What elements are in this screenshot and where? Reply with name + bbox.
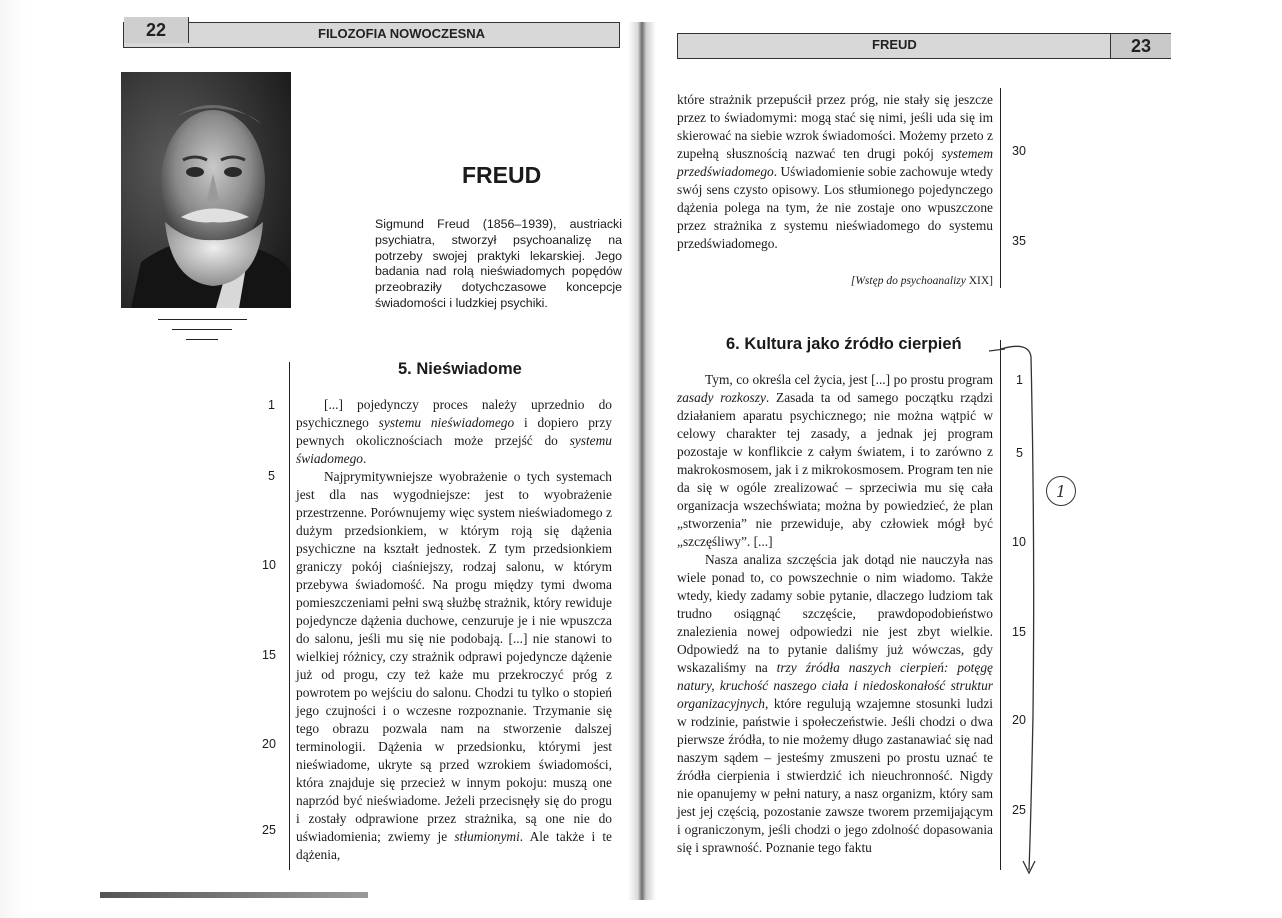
right-line-number: 15	[1012, 625, 1026, 639]
text-run: które strażnik przepuścił przez próg, nie stały się jeszcze przez to świadomymi: mogą stać się nimi, jeśli uda się im skierować na siebie wzrok świadomości. Możemy przeto z zupełną słusznością nazwać ten drugi pokój	[677, 92, 993, 161]
text-run: Najprymitywniejsze wyobrażenie o tych systemach jest dla nas wygodniejsze: jest to wyobrażenie przestrzenne. Porównujemy więc system nieświadomego z dużym przedsionkiem, w którym roją się dążenia psychiczne na kształt jednostek. Z tym przedsionkiem graniczy pokój ciaśniejszy, rodzaj salonu, w którym przebywa świadomość. Na progu między tymi dwoma pomieszczeniami pełni swą służbę strażnik, który rewiduje pojedyncze dążenia duchowe, cenzuruje je i nie wpuszcza do salonu, jeśli mu się nie podobają. [...] nie stanowi to wielkiej różnicy, czy strażnik odprawi pojedyncze dążenie już od progu, czy też każe mu przekroczyć próg z powrotem po wejściu do salonu. Chodzi tu tylko o stopień jego czujności i o wczesne rozpoznanie. Trzymanie się tego obrazu pozwala nam na stworzenie dalszej terminologii. Dążenia w przedsionku, którymi jest nieświadome, ukryte są przed wzrokiem świadomości, która znajduje się przecież w innym pokoju: muszą one naprzód być nieświadome. Jeżeli przecisnęły się do progu i zostały odprawione przez strażnika, są one nie do uświadomienia; zwiemy je	[296, 469, 612, 844]
book-gutter	[628, 22, 656, 900]
scan-edge	[0, 0, 28, 918]
bio-text: Sigmund Freud (1856–1939), austriacki psychiatra, stworzył psychoanalizę na potrzeby swojej praktyki lekarskiej. Jego badania nad rolą nieświadomych popędów przeobraziły dotychczasowe koncepcje świadomości i ludzkiej psychiki.	[375, 217, 622, 310]
section-6-paragraph-2	[677, 551, 993, 857]
pencil-circle-number: 1	[1055, 481, 1067, 501]
continuation-text	[677, 91, 993, 253]
text-run: , które regulują wzajemne stosunki ludzi w rodzinie, państwie i społeczeństwie. Jeśli chodzi o dwa pierwsze źródła, to nie możemy długo zastanawiać się nad naszym sądem – jesteśmy zmuszeni po prostu uznać te źródła cierpienia i stwierdzić ich nieuchronność. Nigdy nie opanujemy w pełni natury, a nasz organizm, który sam jest jej częścią, pozostanie zawsze tworem przemijającym i ograniczonym, jeśli chodzi o jego zdolność dopasowania się i sprawność. Poznanie tego faktu	[677, 696, 993, 855]
left-line-number: 5	[268, 469, 275, 483]
portrait-rule-3	[186, 339, 218, 340]
section-5-paragraph-2	[296, 468, 612, 864]
left-line-rule	[289, 362, 290, 870]
italic-run: systemem przedświadomego	[677, 146, 993, 179]
right-line-number: 10	[1012, 535, 1026, 549]
text-run: .	[362, 451, 367, 466]
left-line-number: 1	[268, 398, 275, 412]
section-5-title: 5. Nieświadome	[398, 360, 522, 378]
text-run: . Zasada ta od samego początku rządzi działaniem aparatu psychicznego; nie można wątpić w celowy charakter tej zasady, a jednak jej program pozostaje w konflikcie z całym światem, i to zarówno z makrokosmosem, jak i z mikrokosmosem. Program ten nie da się w ogóle zrealizować – sprzeciwia mu się cała organizacja wszechświata; można by powiedzieć, że plan „stworzenia” nie przewiduje, aby człowiek mógł być „szczęśliwy”. [...]	[677, 390, 993, 549]
right-line-number: 30	[1012, 144, 1026, 158]
source-italic: [Wstęp do psychoanalizy	[850, 275, 966, 287]
right-line-number: 35	[1012, 234, 1026, 248]
text-run: . Uświadomienie sobie zachowuje wtedy swój sens czysto opisowy. Los stłumionego pojedynczego dążenia polega na tym, że nie zostaje ono wpuszczone przez strażnika z systemu nieświadomego do systemu przedświadomego.	[677, 164, 993, 251]
left-line-number: 20	[262, 737, 276, 751]
text-run: . Ale także i te dążenia,	[296, 829, 613, 862]
source-roman: XIX]	[965, 275, 993, 287]
section-5-text	[296, 396, 612, 864]
text-run: Nasza analiza szczęścia jak dotąd nie nauczyła nas wiele ponad to, co powszechnie o nim wiadomo. Także wtedy, kiedy zadamy sobie pytanie, dlaczego ludziom tak trudno osiągnąć szczęście, prawdopodobieństwo znalezienia nowej odpowiedzi nie jest zbyt wielkie. Odpowiedź na to pytanie daliśmy już wówczas, gdy wskazaliśmy na	[677, 552, 993, 675]
portrait-image	[121, 72, 291, 308]
source-citation	[780, 275, 993, 287]
pencil-bracket-arrow	[985, 335, 1045, 875]
freud-portrait	[121, 72, 291, 308]
left-line-number: 10	[262, 558, 276, 572]
pencil-circle-mark	[1046, 476, 1076, 506]
scan-shadow	[100, 892, 368, 898]
left-line-number: 15	[262, 648, 276, 662]
bio-title: FREUD	[462, 162, 542, 188]
right-page-number: 23	[1110, 34, 1171, 58]
section-6-paragraph-1	[677, 371, 993, 551]
italic-run: zasady rozkoszy	[677, 390, 766, 405]
italic-run: stłumionymi	[454, 829, 520, 844]
left-page-number: 22	[124, 17, 189, 43]
text-run: i dopiero przy pewnych okolicznościach może przejść do	[296, 415, 612, 448]
left-running-head	[123, 19, 620, 48]
portrait-rule-1	[158, 319, 247, 320]
text-run: Tym, co określa cel życia, jest [...] po prostu program	[705, 372, 993, 387]
right-line-number: 20	[1012, 713, 1026, 727]
continuation-paragraph	[677, 91, 993, 253]
section-6-title: 6. Kultura jako źródło cierpień	[726, 335, 962, 353]
portrait-rule-2	[172, 329, 232, 330]
right-running-head	[677, 33, 1171, 59]
right-running-head-title: FREUD	[872, 37, 917, 52]
section-6-text	[677, 371, 993, 857]
left-line-number: 25	[262, 823, 276, 837]
italic-run: trzy źródła naszych cierpień: potęgę natury, kruchość naszego ciała i niedoskonałość struktur organizacyjnych	[677, 660, 993, 711]
italic-run: systemu nieświadomego	[378, 415, 515, 430]
right-line-number: 1	[1016, 373, 1023, 387]
italic-run: systemu świadomego	[296, 433, 612, 466]
left-running-head-title: FILOZOFIA NOWOCZESNA	[318, 26, 486, 41]
section-5-paragraph-1	[296, 396, 612, 468]
right-line-number: 5	[1016, 446, 1023, 460]
right-line-number: 25	[1012, 803, 1026, 817]
right-cont-line-rule	[1000, 88, 1001, 288]
text-run: [...] pojedynczy proces należy uprzednio do psychicznego	[296, 397, 612, 430]
